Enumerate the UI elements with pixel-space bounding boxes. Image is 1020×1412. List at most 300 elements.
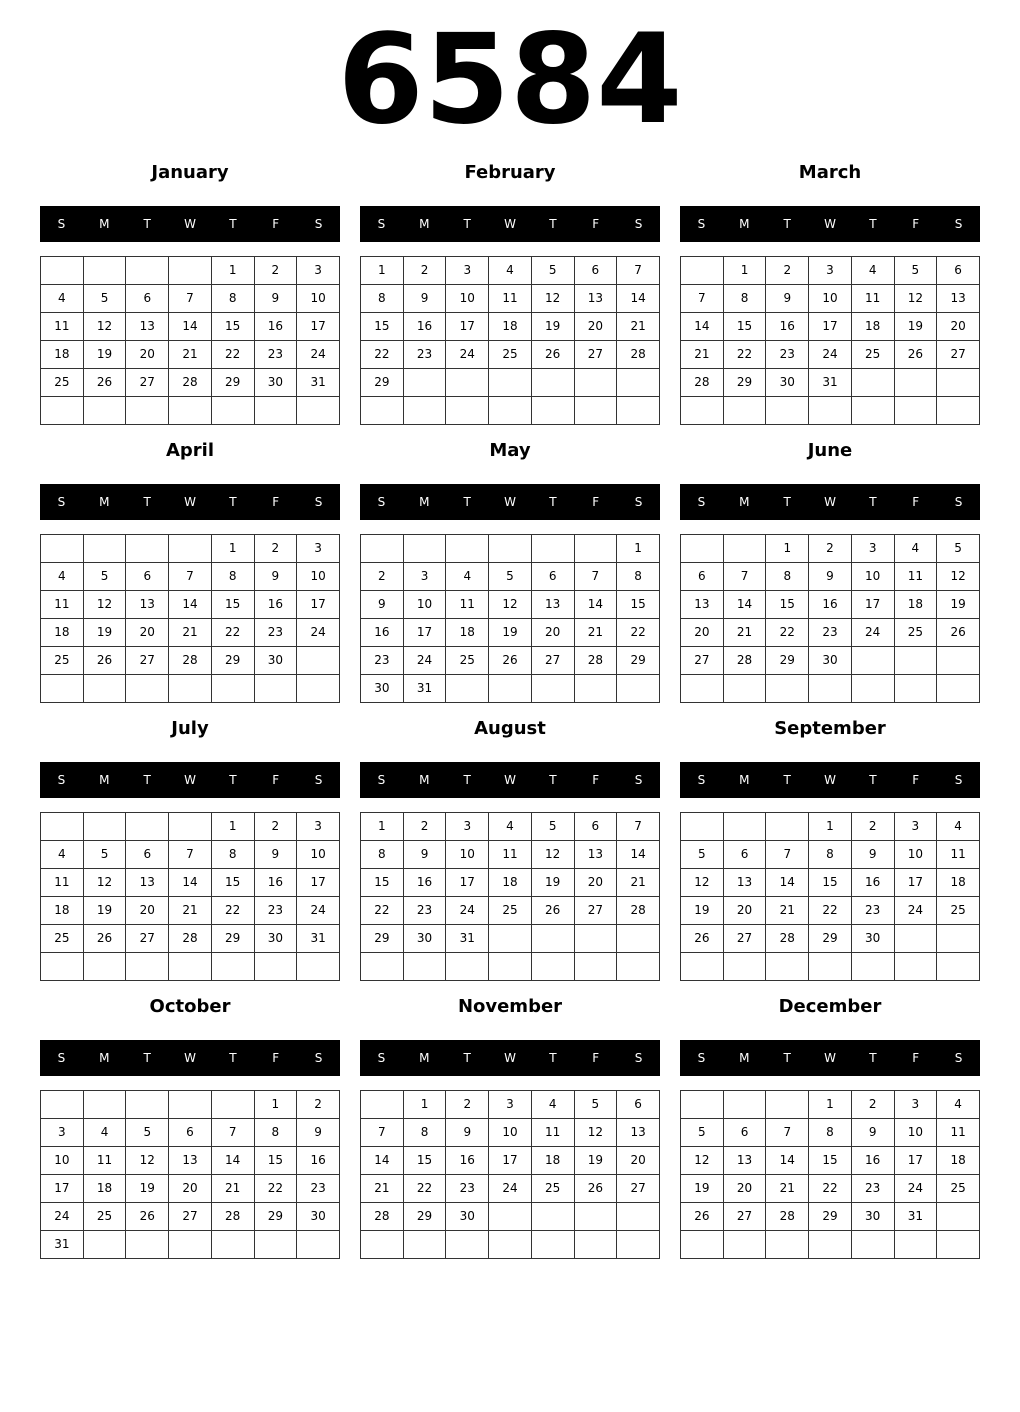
week-row (361, 341, 660, 369)
week-row (41, 869, 340, 897)
day-cell: 30 (809, 647, 852, 675)
day-cell: 30 (851, 925, 894, 953)
weekday-label: M (419, 773, 430, 787)
day-cell: 3 (809, 257, 852, 285)
day-cell (531, 397, 574, 425)
day-cell (617, 925, 660, 953)
day-cell (617, 397, 660, 425)
day-cell (41, 953, 84, 981)
day-cell (766, 953, 809, 981)
day-grid (40, 812, 340, 981)
weekday-label: T (463, 495, 471, 509)
weekday-header (680, 206, 980, 242)
weekday-label: F (912, 217, 920, 231)
day-cell: 31 (403, 675, 446, 703)
day-cell (361, 1231, 404, 1259)
day-cell: 2 (809, 535, 852, 563)
day-cell: 13 (574, 841, 617, 869)
day-grid (40, 1090, 340, 1259)
week-row (361, 841, 660, 869)
weekday-label: M (739, 495, 750, 509)
weekday-label: T (229, 217, 237, 231)
day-cell: 12 (681, 869, 724, 897)
weekday-header (360, 1040, 660, 1076)
weekday-label: T (783, 217, 791, 231)
day-cell: 18 (894, 591, 937, 619)
day-cell (83, 397, 126, 425)
day-cell (83, 1091, 126, 1119)
day-cell: 25 (894, 619, 937, 647)
week-row (41, 285, 340, 313)
day-cell (361, 535, 404, 563)
weekday-label: T (463, 1051, 471, 1065)
day-cell: 6 (126, 841, 169, 869)
day-cell (169, 397, 212, 425)
day-cell: 15 (617, 591, 660, 619)
day-cell: 22 (766, 619, 809, 647)
day-cell (297, 675, 340, 703)
day-cell (766, 397, 809, 425)
day-cell: 21 (617, 313, 660, 341)
day-cell (211, 675, 254, 703)
month-title: July (171, 718, 209, 739)
day-cell: 24 (446, 897, 489, 925)
day-cell (489, 675, 532, 703)
day-cell: 15 (766, 591, 809, 619)
day-cell: 4 (937, 813, 980, 841)
day-cell (766, 675, 809, 703)
week-row (361, 369, 660, 397)
day-cell: 13 (169, 1147, 212, 1175)
week-row (361, 257, 660, 285)
weekday-label: W (824, 773, 836, 787)
day-cell: 6 (574, 813, 617, 841)
day-cell: 27 (126, 647, 169, 675)
day-cell: 9 (851, 1119, 894, 1147)
week-row (41, 619, 340, 647)
day-cell: 16 (254, 313, 297, 341)
day-cell: 31 (446, 925, 489, 953)
day-cell (126, 535, 169, 563)
day-cell: 20 (574, 313, 617, 341)
day-cell: 6 (574, 257, 617, 285)
day-cell: 10 (894, 1119, 937, 1147)
day-cell: 15 (211, 591, 254, 619)
day-cell: 16 (361, 619, 404, 647)
day-cell: 10 (809, 285, 852, 313)
day-cell: 29 (617, 647, 660, 675)
day-cell (126, 397, 169, 425)
day-cell: 25 (446, 647, 489, 675)
weekday-label: F (272, 1051, 280, 1065)
week-row (41, 341, 340, 369)
month-title: April (165, 440, 215, 461)
day-cell: 9 (254, 563, 297, 591)
day-cell: 4 (489, 257, 532, 285)
day-cell: 18 (83, 1175, 126, 1203)
week-row (361, 813, 660, 841)
day-cell: 23 (297, 1175, 340, 1203)
day-cell: 27 (723, 1203, 766, 1231)
day-cell: 12 (531, 285, 574, 313)
day-cell (894, 647, 937, 675)
day-cell: 19 (83, 341, 126, 369)
week-row (681, 647, 980, 675)
day-cell: 27 (169, 1203, 212, 1231)
week-row (361, 313, 660, 341)
day-cell: 1 (766, 535, 809, 563)
day-cell: 28 (361, 1203, 404, 1231)
day-cell (446, 369, 489, 397)
week-row (41, 257, 340, 285)
day-cell: 25 (489, 897, 532, 925)
day-cell: 28 (617, 341, 660, 369)
day-cell: 29 (211, 369, 254, 397)
week-row (361, 953, 660, 981)
day-grid (360, 534, 660, 703)
week-row (681, 285, 980, 313)
day-grid (360, 812, 660, 981)
day-cell: 30 (254, 925, 297, 953)
weekday-label: W (184, 495, 196, 509)
day-cell (489, 1203, 532, 1231)
day-cell: 1 (809, 1091, 852, 1119)
day-cell: 21 (766, 1175, 809, 1203)
day-cell: 7 (617, 813, 660, 841)
day-cell: 21 (766, 897, 809, 925)
week-row (41, 647, 340, 675)
day-cell: 29 (766, 647, 809, 675)
day-cell: 12 (937, 563, 980, 591)
weekday-label: F (912, 773, 920, 787)
week-row (681, 869, 980, 897)
week-row (41, 1119, 340, 1147)
day-cell: 10 (894, 841, 937, 869)
day-cell: 24 (297, 619, 340, 647)
day-cell (169, 1231, 212, 1259)
year-title: 6584 (337, 8, 683, 152)
day-cell: 8 (361, 841, 404, 869)
day-cell: 1 (211, 535, 254, 563)
day-cell: 2 (766, 257, 809, 285)
day-cell: 12 (531, 841, 574, 869)
week-row (681, 1147, 980, 1175)
day-cell: 25 (41, 647, 84, 675)
week-row (681, 897, 980, 925)
day-cell: 20 (126, 619, 169, 647)
weekday-label: T (143, 1051, 151, 1065)
day-cell: 3 (297, 257, 340, 285)
week-row (41, 1147, 340, 1175)
day-cell: 21 (574, 619, 617, 647)
weekday-label: M (419, 495, 430, 509)
day-cell: 11 (851, 285, 894, 313)
day-cell: 17 (851, 591, 894, 619)
month-title: December (778, 996, 882, 1017)
day-cell (681, 813, 724, 841)
day-cell (937, 1203, 980, 1231)
day-cell: 18 (489, 313, 532, 341)
day-cell: 20 (617, 1147, 660, 1175)
day-cell: 6 (169, 1119, 212, 1147)
day-cell: 20 (723, 897, 766, 925)
day-cell (446, 535, 489, 563)
day-cell (211, 397, 254, 425)
day-cell: 20 (126, 897, 169, 925)
day-cell: 2 (254, 257, 297, 285)
day-cell: 15 (809, 1147, 852, 1175)
day-cell: 10 (41, 1147, 84, 1175)
day-cell (681, 953, 724, 981)
week-row (361, 1147, 660, 1175)
day-cell: 20 (531, 619, 574, 647)
week-row (41, 813, 340, 841)
week-row (41, 675, 340, 703)
day-cell: 26 (531, 341, 574, 369)
day-cell: 14 (617, 285, 660, 313)
week-row (681, 1231, 980, 1259)
weekday-header (680, 1040, 980, 1076)
day-grid (680, 256, 980, 425)
day-cell: 20 (126, 341, 169, 369)
weekday-label: W (184, 1051, 196, 1065)
day-cell: 22 (403, 1175, 446, 1203)
weekday-label: T (229, 773, 237, 787)
day-cell (937, 953, 980, 981)
day-cell: 17 (297, 591, 340, 619)
day-cell: 4 (446, 563, 489, 591)
weekday-label: S (697, 773, 706, 787)
day-cell: 25 (937, 897, 980, 925)
day-cell: 17 (41, 1175, 84, 1203)
weekday-label: M (739, 773, 750, 787)
day-cell: 10 (446, 285, 489, 313)
day-cell (617, 953, 660, 981)
week-row (681, 257, 980, 285)
day-cell: 23 (403, 897, 446, 925)
day-cell: 17 (489, 1147, 532, 1175)
day-cell: 24 (403, 647, 446, 675)
day-cell: 2 (361, 563, 404, 591)
day-cell: 7 (681, 285, 724, 313)
day-cell: 14 (681, 313, 724, 341)
day-cell: 9 (809, 563, 852, 591)
day-cell: 24 (894, 897, 937, 925)
day-cell: 14 (766, 1147, 809, 1175)
day-cell: 13 (126, 313, 169, 341)
day-cell (937, 647, 980, 675)
day-cell (574, 953, 617, 981)
day-cell: 16 (297, 1147, 340, 1175)
day-cell: 10 (297, 285, 340, 313)
day-cell: 24 (446, 341, 489, 369)
day-cell: 23 (254, 619, 297, 647)
day-cell: 10 (403, 591, 446, 619)
day-cell: 2 (446, 1091, 489, 1119)
weekday-label: T (783, 495, 791, 509)
week-row (41, 897, 340, 925)
day-cell: 24 (809, 341, 852, 369)
week-row (361, 1175, 660, 1203)
week-row (41, 953, 340, 981)
week-row (681, 619, 980, 647)
day-cell (489, 925, 532, 953)
day-cell: 11 (489, 841, 532, 869)
day-cell (531, 369, 574, 397)
day-cell: 21 (723, 619, 766, 647)
day-cell (531, 675, 574, 703)
day-cell: 17 (403, 619, 446, 647)
day-cell: 20 (937, 313, 980, 341)
day-cell: 13 (681, 591, 724, 619)
day-cell: 9 (297, 1119, 340, 1147)
day-cell: 17 (297, 313, 340, 341)
day-cell: 2 (297, 1091, 340, 1119)
day-cell: 16 (446, 1147, 489, 1175)
weekday-label: F (272, 773, 280, 787)
month-title: February (464, 162, 556, 183)
day-cell: 9 (766, 285, 809, 313)
weekday-label: S (697, 495, 706, 509)
day-cell: 22 (254, 1175, 297, 1203)
day-cell: 25 (83, 1203, 126, 1231)
day-cell: 16 (766, 313, 809, 341)
day-cell: 19 (681, 897, 724, 925)
day-cell: 10 (489, 1119, 532, 1147)
day-cell (894, 369, 937, 397)
day-cell: 29 (723, 369, 766, 397)
day-cell: 21 (169, 897, 212, 925)
day-cell: 22 (211, 619, 254, 647)
week-row (41, 535, 340, 563)
day-cell: 30 (254, 647, 297, 675)
day-cell: 4 (489, 813, 532, 841)
day-cell: 1 (403, 1091, 446, 1119)
day-cell: 12 (83, 313, 126, 341)
day-cell: 22 (809, 897, 852, 925)
day-cell: 5 (937, 535, 980, 563)
day-cell: 3 (41, 1119, 84, 1147)
day-cell: 3 (851, 535, 894, 563)
day-cell: 16 (254, 869, 297, 897)
weekday-label: T (549, 1051, 557, 1065)
day-cell (446, 675, 489, 703)
day-cell: 24 (41, 1203, 84, 1231)
day-cell: 3 (403, 563, 446, 591)
day-cell: 5 (83, 563, 126, 591)
day-cell (809, 953, 852, 981)
day-cell: 30 (766, 369, 809, 397)
day-cell: 15 (211, 869, 254, 897)
month-title: September (774, 718, 886, 739)
day-cell: 10 (851, 563, 894, 591)
day-cell (169, 1091, 212, 1119)
day-cell: 27 (574, 341, 617, 369)
week-row (41, 397, 340, 425)
day-cell: 7 (766, 841, 809, 869)
week-row (41, 1231, 340, 1259)
day-cell: 9 (403, 841, 446, 869)
week-row (681, 841, 980, 869)
weekday-label: S (57, 773, 66, 787)
day-cell: 4 (83, 1119, 126, 1147)
day-cell: 7 (211, 1119, 254, 1147)
day-cell (41, 397, 84, 425)
day-cell (574, 1203, 617, 1231)
day-cell: 22 (361, 341, 404, 369)
day-cell: 16 (851, 869, 894, 897)
day-cell: 23 (766, 341, 809, 369)
week-row (41, 1091, 340, 1119)
day-grid (360, 1090, 660, 1259)
day-cell: 23 (851, 897, 894, 925)
day-cell: 12 (681, 1147, 724, 1175)
month-title: October (149, 996, 231, 1017)
day-cell: 27 (617, 1175, 660, 1203)
day-cell: 6 (681, 563, 724, 591)
day-cell: 18 (446, 619, 489, 647)
day-cell: 14 (361, 1147, 404, 1175)
day-cell: 1 (617, 535, 660, 563)
weekday-label: S (314, 495, 323, 509)
day-cell (83, 1231, 126, 1259)
day-cell: 8 (211, 841, 254, 869)
weekday-label: S (634, 1051, 643, 1065)
day-cell: 3 (446, 813, 489, 841)
day-cell: 4 (937, 1091, 980, 1119)
day-cell: 9 (361, 591, 404, 619)
day-cell: 3 (446, 257, 489, 285)
weekday-label: M (739, 1051, 750, 1065)
day-cell (446, 953, 489, 981)
day-cell: 1 (211, 813, 254, 841)
week-row (681, 813, 980, 841)
day-cell: 30 (297, 1203, 340, 1231)
day-cell (894, 397, 937, 425)
day-cell: 11 (894, 563, 937, 591)
day-cell (894, 953, 937, 981)
day-cell (254, 397, 297, 425)
day-cell: 27 (681, 647, 724, 675)
weekday-label: F (272, 217, 280, 231)
day-cell: 25 (851, 341, 894, 369)
day-cell: 22 (809, 1175, 852, 1203)
week-row (361, 897, 660, 925)
day-cell: 25 (41, 925, 84, 953)
day-cell: 17 (894, 1147, 937, 1175)
day-cell: 4 (851, 257, 894, 285)
weekday-label: T (869, 773, 877, 787)
weekday-label: T (143, 495, 151, 509)
day-cell: 20 (681, 619, 724, 647)
day-cell: 26 (83, 369, 126, 397)
day-cell (809, 675, 852, 703)
day-cell: 2 (254, 813, 297, 841)
day-cell (211, 1091, 254, 1119)
day-cell (254, 953, 297, 981)
day-cell: 30 (446, 1203, 489, 1231)
day-cell (574, 1231, 617, 1259)
day-cell: 7 (574, 563, 617, 591)
week-row (681, 563, 980, 591)
day-cell: 18 (937, 869, 980, 897)
day-cell: 29 (809, 925, 852, 953)
day-cell: 23 (254, 341, 297, 369)
day-cell: 29 (403, 1203, 446, 1231)
day-cell: 21 (211, 1175, 254, 1203)
day-cell: 7 (766, 1119, 809, 1147)
day-cell: 11 (83, 1147, 126, 1175)
